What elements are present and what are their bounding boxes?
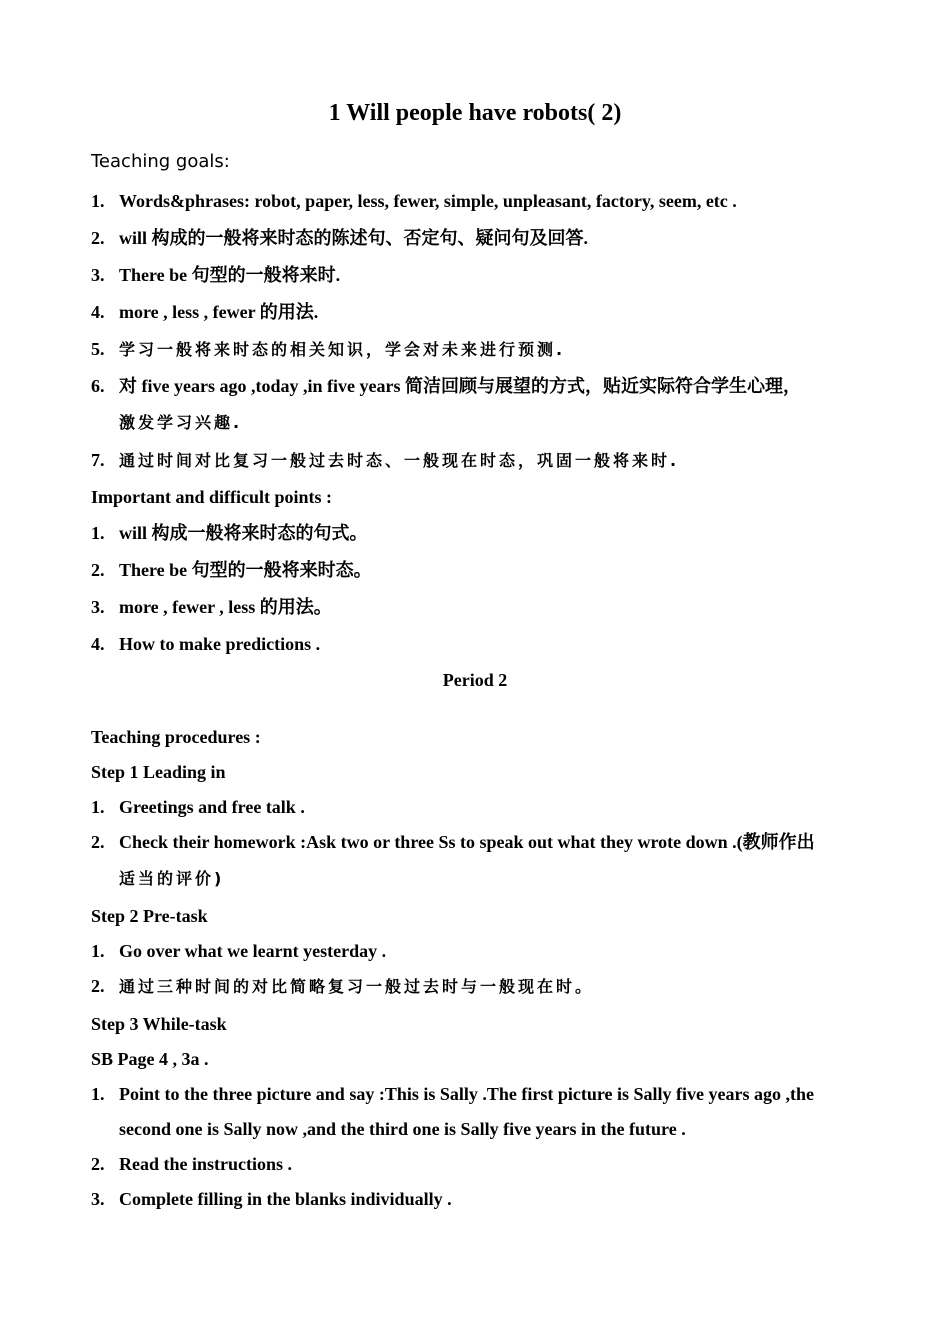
goal-item-4: 4. more , less , fewer 的用法.	[91, 302, 319, 322]
point-item-4: 4. How to make predictions .	[91, 634, 321, 654]
point-item-1: 1. will 构成一般将来时态的句式。	[91, 523, 368, 543]
point-item-3: 3. more , fewer , less 的用法。	[91, 597, 332, 617]
goal-item-2: 2. will 构成的一般将来时态的陈述句、否定句、疑问句及回答.	[91, 228, 588, 248]
step1-heading: Step 1 Leading in	[91, 762, 226, 782]
period-heading: Period 2	[442, 670, 508, 690]
step1-item-2-continued: 适当的评价)	[119, 869, 225, 888]
teaching-goals-heading: Teaching goals:	[91, 151, 230, 172]
step2-item-2: 2. 通过三种时间的对比简略复习一般过去时与一般现在时。	[91, 976, 595, 996]
goal-item-1: 1. Words&phrases: robot, paper, less, fewer, simple, unpleasant, factory, seem, etc .	[91, 191, 737, 211]
goal-item-5: 5. 学习一般将来时态的相关知识，学会对未来进行预测.	[91, 339, 566, 359]
point-item-2: 2. There be 句型的一般将来时态。	[91, 560, 372, 580]
goal-item-6-continued: 激发学习兴趣.	[119, 413, 243, 432]
goal-item-7: 7. 通过时间对比复习一般过去时态、一般现在时态，巩固一般将来时.	[91, 450, 680, 470]
step3-subheading: SB Page 4 , 3a .	[91, 1049, 209, 1069]
important-points-heading: Important and difficult points :	[91, 487, 333, 507]
document-title: 1 Will people have robots( 2)	[328, 100, 622, 126]
step1-item-2: 2. Check their homework :Ask two or three Ss to speak out what they wrote down .(教师作出	[91, 832, 815, 852]
step3-item-3: 3. Complete filling in the blanks individually .	[91, 1189, 452, 1209]
goal-item-3: 3. There be 句型的一般将来时.	[91, 265, 341, 285]
step3-item-2: 2. Read the instructions .	[91, 1154, 293, 1174]
goal-item-6: 6. 对 five years ago ,today ,in five years 简洁回顾与展望的方式，贴近实际符合学生心理，	[91, 376, 801, 396]
step2-item-1: 1. Go over what we learnt yesterday .	[91, 941, 387, 961]
procedures-heading: Teaching procedures :	[91, 727, 261, 747]
step3-heading: Step 3 While-task	[91, 1014, 227, 1034]
step2-heading: Step 2 Pre-task	[91, 906, 208, 926]
step1-item-1: 1. Greetings and free talk .	[91, 797, 305, 817]
step3-item-1-continued: second one is Sally now ,and the third one is Sally five years in the future .	[119, 1119, 686, 1139]
step3-item-1: 1. Point to the three picture and say :This is Sally .The first picture is Sally five years ago ,the	[91, 1084, 814, 1104]
